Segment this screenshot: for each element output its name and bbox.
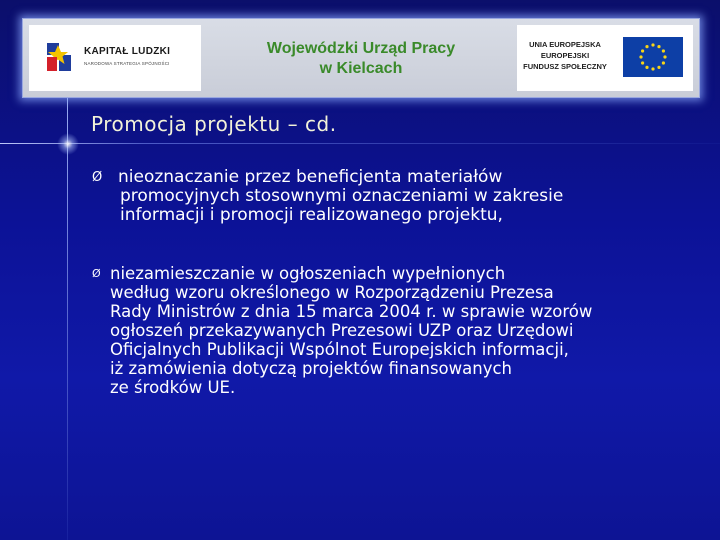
decorative-vertical-line	[67, 95, 68, 540]
eu-logo-line-2: EUROPEJSKI	[540, 51, 590, 60]
kapital-ludzki-logo	[29, 25, 201, 91]
eu-flag-icon	[623, 37, 683, 77]
bullet-item-1	[118, 168, 678, 225]
bullet-2-line-1: niezamieszczanie w ogłoszeniach wypełnionych	[110, 264, 506, 283]
bullet-arrow-icon: Ø	[92, 267, 101, 280]
bullet-2-line-7: ze środków UE.	[110, 378, 236, 397]
bullet-1-line-2: promocyjnych stosownymi oznaczeniami w zakresie	[120, 186, 564, 206]
institution-title	[201, 39, 521, 79]
kapital-ludzki-subtitle: NARODOWA STRATEGIA SPÓJNOŚCI	[84, 61, 170, 66]
bullet-2-line-6: iż zamówienia dotyczą projektów finansowanych	[110, 359, 513, 378]
bullet-1-line-1: nieoznaczanie przez beneficjenta materiałów	[118, 167, 503, 187]
institution-title-line-2: w Kielcach	[319, 60, 403, 77]
bullet-item-2	[110, 264, 715, 397]
bullet-2-line-3: Rady Ministrów z dnia 15 marca 2004 r. w sprawie wzorów	[110, 302, 593, 321]
kapital-ludzki-title: KAPITAŁ LUDZKI	[84, 46, 171, 57]
light-flare-icon	[57, 133, 79, 155]
institution-title-line-1: Wojewódzki Urząd Pracy	[266, 40, 456, 57]
bullet-2-line-2: według wzoru określonego w Rozporządzeniu Prezesa	[110, 283, 554, 302]
bullet-arrow-icon: Ø	[92, 170, 103, 185]
eu-logo-text	[523, 39, 607, 72]
eu-logo	[517, 25, 693, 91]
slide-heading: Promocja projektu – cd.	[91, 112, 337, 136]
kapital-ludzki-star-icon	[43, 39, 73, 75]
bullet-2-line-4: ogłoszeń przekazywanych Prezesowi UZP oraz Urzędowi	[110, 321, 574, 340]
eu-logo-line-1: UNIA EUROPEJSKA	[529, 40, 601, 49]
decorative-horizontal-line	[0, 143, 720, 144]
bullet-1-line-3: informacji i promocji realizowanego projektu,	[120, 205, 503, 225]
header-banner	[22, 18, 700, 98]
eu-logo-line-3: FUNDUSZ SPOŁECZNY	[523, 62, 607, 71]
bullet-2-line-5: Oficjalnych Publikacji Wspólnot Europejskich informacji,	[110, 340, 569, 359]
